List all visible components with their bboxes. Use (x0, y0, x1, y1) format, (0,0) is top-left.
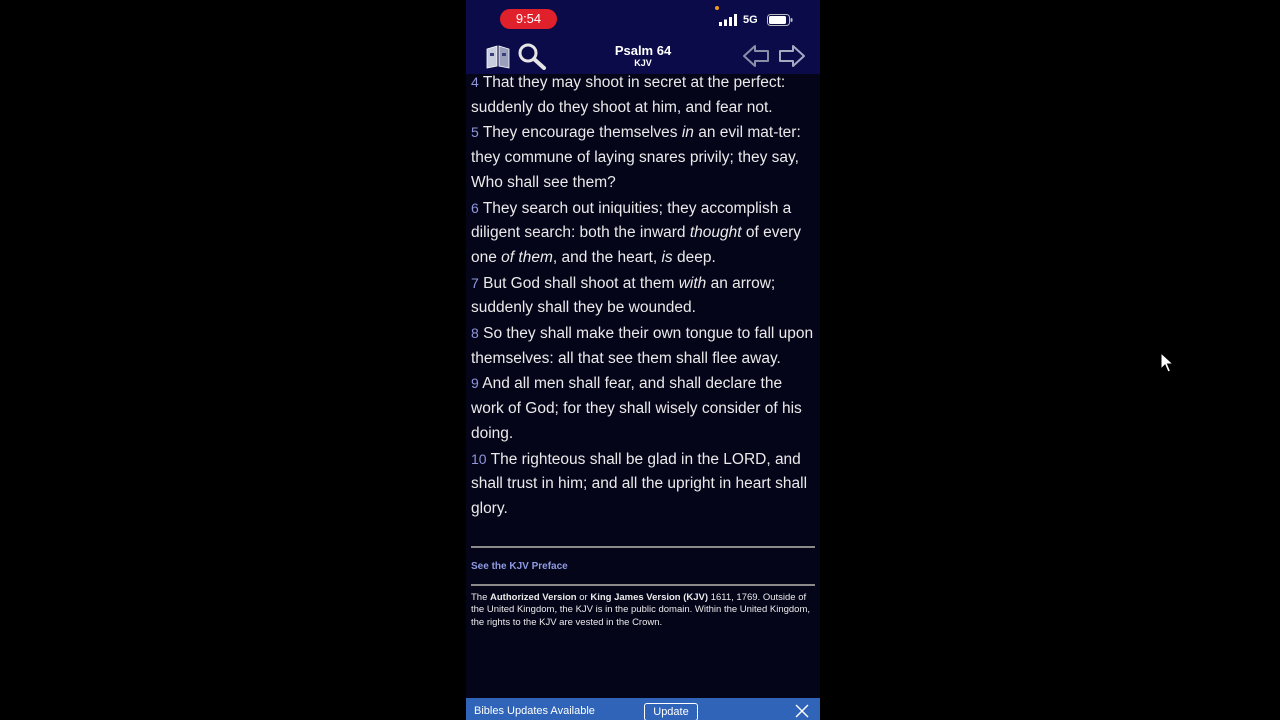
network-type: 5G (743, 14, 758, 26)
verse-number: 4 (471, 74, 479, 90)
search-icon[interactable] (516, 42, 548, 70)
preface-link[interactable]: See the KJV Preface (471, 561, 568, 572)
update-button[interactable]: Update (644, 703, 698, 720)
verse: 9 And all men shall fear, and shall declare the work of God; for they shall wisely consider of his doing. (471, 375, 802, 442)
update-banner (466, 698, 820, 720)
forward-arrow-icon[interactable] (778, 43, 806, 69)
divider (471, 546, 815, 548)
page-title: Psalm 64 (614, 43, 672, 58)
verse: 7 But God shall shoot at them with an arrow; suddenly shall they be wounded. (471, 274, 776, 317)
mouse-pointer-icon (1160, 352, 1174, 374)
verse-number: 6 (471, 199, 479, 216)
verse-number: 5 (471, 124, 479, 141)
close-icon[interactable] (795, 704, 809, 718)
verse: 6 They search out iniquities; they accomplish a diligent search: both the inward thought of every one of them, and the heart, is deep. (471, 199, 802, 266)
verse-number: 7 (471, 274, 479, 291)
privacy-indicator-dot (715, 6, 719, 10)
nav-bar (466, 38, 820, 74)
verse-number: 8 (471, 325, 479, 342)
library-books-icon[interactable] (484, 43, 512, 69)
update-message: Bibles Updates Available (474, 705, 595, 717)
divider (471, 584, 815, 586)
copyright-notice: The Authorized Version or King James Version (KJV) 1611, 1769. Outside of the United Kingdom, the KJV is in the public domain. Within the United Kingdom, the rights to the KJV are vested in the Crown. (471, 592, 811, 628)
battery-icon (767, 14, 793, 26)
version-label: KJV (634, 58, 652, 68)
verse-number: 9 (471, 375, 479, 392)
phone-screen (466, 0, 820, 720)
verse: 8 So they shall make their own tongue to fall upon themselves: all that see them shall flee away. (471, 325, 814, 367)
verse: 4 That they may shoot in secret at the perfect: suddenly do they shoot at him, and fear not. (471, 74, 786, 116)
verse-number: 10 (471, 450, 487, 467)
title-block[interactable] (586, 44, 700, 69)
back-arrow-icon[interactable] (742, 43, 770, 69)
signal-icon (719, 14, 739, 26)
status-bar (466, 0, 820, 38)
verse: 5 They encourage themselves in an evil mat-ter: they commune of laying snares privily; they say, Who shall see them? (471, 124, 801, 191)
verse: 10 The righteous shall be glad in the LORD, and shall trust in him; and all the upright in heart shall glory. (471, 450, 808, 517)
status-time: 9:54 (500, 9, 557, 29)
scripture-content (471, 70, 817, 522)
